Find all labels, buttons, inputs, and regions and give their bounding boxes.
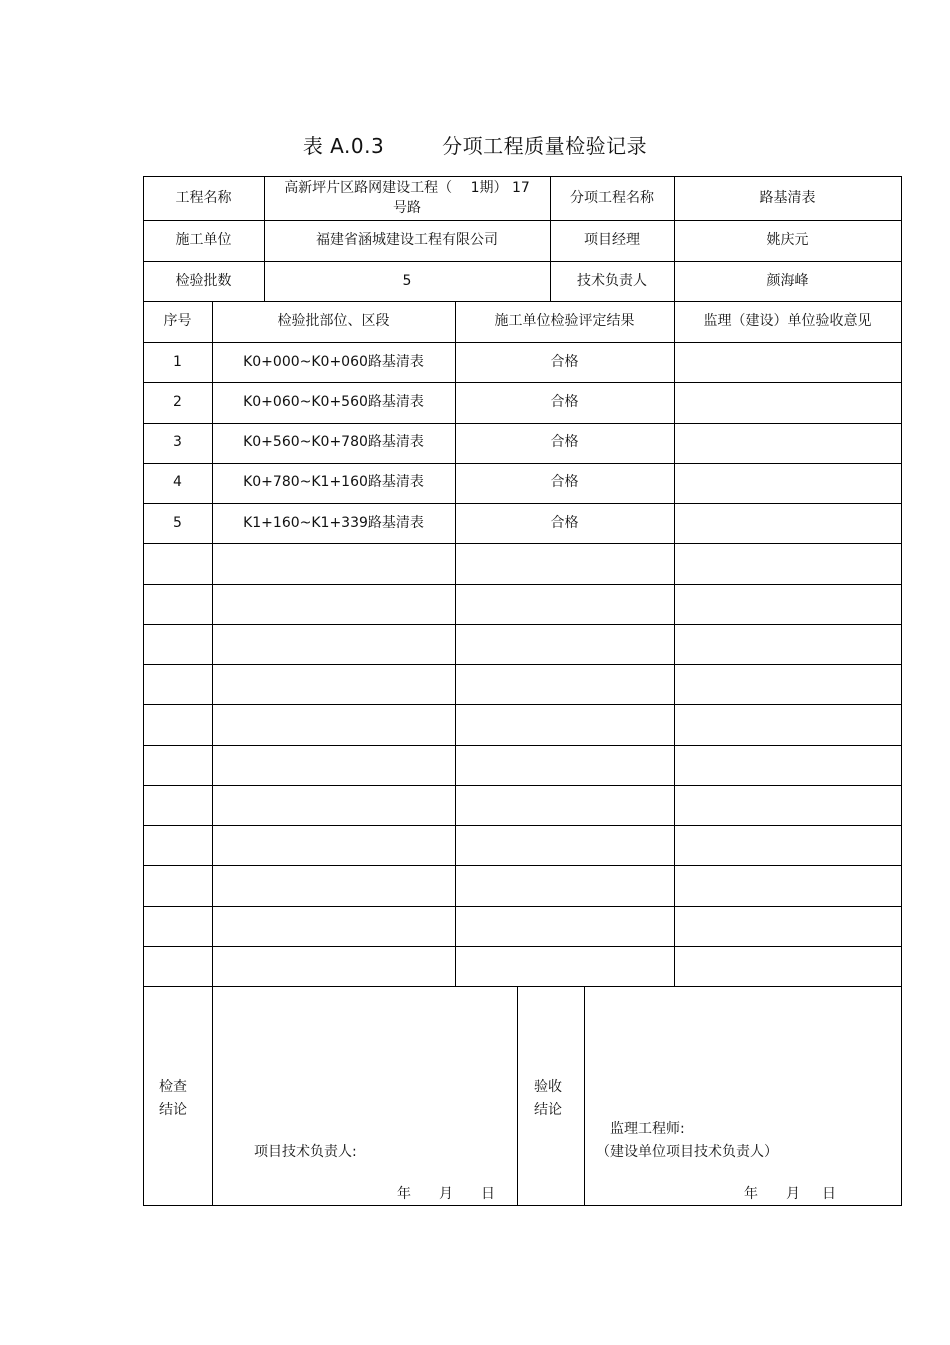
form-name: 分项工程质量检验记录 — [442, 134, 648, 158]
v-rule — [674, 301, 675, 986]
h-rule — [143, 382, 902, 383]
check-label-line1: 检查 — [159, 1079, 187, 1095]
project-manager-label: 项目经理 — [584, 232, 640, 248]
row-section — [212, 946, 455, 986]
accept-month: 月 — [786, 1186, 800, 1202]
row-result: 合格 — [550, 393, 579, 410]
row-no — [143, 664, 212, 704]
row-section — [212, 584, 455, 624]
h-rule — [143, 301, 902, 302]
v-rule — [517, 986, 518, 1205]
v-rule — [143, 176, 144, 1205]
row-opinion — [674, 342, 901, 382]
row-result: 合格 — [550, 434, 579, 451]
row-opinion — [674, 423, 901, 463]
contractor-label: 施工单位 — [175, 232, 232, 248]
row-no — [143, 785, 212, 825]
project-name-line1: 高新坪片区路网建设工程（ 1期） 17 — [284, 180, 530, 196]
h-rule — [143, 543, 902, 544]
row-section — [212, 704, 455, 744]
h-rule — [143, 664, 902, 665]
h-rule — [143, 624, 902, 625]
row-section — [212, 664, 455, 704]
row-no — [143, 865, 212, 905]
check-day: 日 — [481, 1186, 495, 1202]
row-no — [143, 906, 212, 946]
row-section: K0+000~K0+060路基清表 — [243, 353, 424, 370]
row-opinion — [674, 825, 901, 865]
accept-year: 年 — [744, 1186, 758, 1202]
row-result — [455, 946, 674, 986]
h-rule — [143, 825, 902, 826]
tech-lead-value: 颜海峰 — [766, 272, 809, 289]
row-no: 3 — [173, 434, 182, 451]
h-rule — [143, 785, 902, 786]
check-signer-label: 项目技术负责人: — [254, 1144, 357, 1160]
row-no — [143, 704, 212, 744]
row-result — [455, 906, 674, 946]
row-no — [143, 584, 212, 624]
row-result — [455, 785, 674, 825]
row-section: K1+160~K1+339路基清表 — [243, 514, 424, 531]
project-name-line2: 号路 — [393, 200, 421, 216]
v-rule — [550, 176, 551, 301]
row-section — [212, 624, 455, 664]
row-result: 合格 — [550, 474, 579, 491]
h-rule — [143, 463, 902, 464]
project-manager-value: 姚庆元 — [766, 232, 809, 248]
accept-day: 日 — [822, 1186, 836, 1202]
row-opinion — [674, 664, 901, 704]
row-opinion — [674, 584, 901, 624]
row-no — [143, 825, 212, 865]
row-no: 5 — [173, 514, 182, 531]
v-rule — [212, 301, 213, 986]
contractor-value: 福建省涵城建设工程有限公司 — [316, 232, 498, 248]
row-no — [143, 745, 212, 785]
row-no: 4 — [173, 474, 182, 491]
row-opinion — [674, 543, 901, 583]
batch-count-label: 检验批数 — [175, 272, 232, 289]
tech-lead-label: 技术负责人 — [577, 272, 647, 289]
check-conclusion-label — [159, 1076, 187, 1122]
v-rule — [584, 986, 585, 1205]
check-year: 年 — [397, 1186, 411, 1202]
supervisor-alt-label: （建设单位项目技术负责人） — [596, 1144, 778, 1160]
check-month: 月 — [439, 1186, 453, 1202]
row-result — [455, 664, 674, 704]
form-code: 表 A.0.3 — [302, 134, 385, 158]
row-opinion — [674, 865, 901, 905]
row-result — [455, 543, 674, 583]
v-rule — [455, 301, 456, 986]
row-section — [212, 825, 455, 865]
row-section — [212, 906, 455, 946]
row-result — [455, 865, 674, 905]
row-result: 合格 — [550, 353, 579, 370]
page-title — [0, 130, 950, 159]
col-header-no: 序号 — [163, 313, 192, 329]
row-section: K0+560~K0+780路基清表 — [243, 434, 424, 451]
h-rule — [143, 906, 902, 907]
h-rule — [143, 946, 902, 947]
h-rule — [143, 220, 902, 221]
row-result: 合格 — [550, 514, 579, 531]
accept-conclusion-label — [534, 1076, 562, 1122]
h-rule — [143, 704, 902, 705]
project-name-value — [264, 176, 550, 220]
row-result — [455, 745, 674, 785]
row-opinion — [674, 503, 901, 543]
row-section — [212, 865, 455, 905]
check-label-line2: 结论 — [159, 1102, 187, 1118]
row-result — [455, 584, 674, 624]
row-opinion — [674, 704, 901, 744]
row-no — [143, 543, 212, 583]
accept-label-line2: 结论 — [534, 1102, 562, 1118]
row-opinion — [674, 785, 901, 825]
row-result — [455, 704, 674, 744]
v-rule — [901, 176, 902, 1205]
h-rule — [143, 745, 902, 746]
h-rule — [143, 503, 902, 504]
row-opinion — [674, 624, 901, 664]
row-result — [455, 825, 674, 865]
h-rule — [143, 584, 902, 585]
col-header-result: 施工单位检验评定结果 — [494, 313, 635, 329]
row-opinion — [674, 745, 901, 785]
v-rule — [264, 176, 265, 301]
v-rule — [212, 986, 213, 1205]
row-result — [455, 624, 674, 664]
row-no — [143, 946, 212, 986]
row-section — [212, 745, 455, 785]
row-opinion — [674, 463, 901, 503]
h-rule — [143, 986, 902, 987]
inspection-record-table — [143, 176, 901, 1205]
row-section: K0+780~K1+160路基清表 — [243, 474, 424, 491]
subitem-name-label: 分项工程名称 — [570, 189, 654, 206]
row-section: K0+060~K0+560路基清表 — [243, 393, 424, 410]
h-rule — [143, 342, 902, 343]
accept-label-line1: 验收 — [534, 1079, 562, 1095]
row-no: 2 — [173, 393, 182, 410]
project-name-label: 工程名称 — [175, 189, 232, 206]
batch-count-value: 5 — [402, 272, 412, 289]
subitem-name-value: 路基清表 — [759, 189, 816, 206]
supervisor-label: 监理工程师: — [610, 1121, 685, 1137]
row-opinion — [674, 382, 901, 422]
v-rule — [674, 176, 675, 301]
col-header-opinion: 监理（建设）单位验收意见 — [703, 313, 872, 329]
row-no: 1 — [173, 353, 182, 370]
row-section — [212, 543, 455, 583]
h-rule — [143, 1205, 902, 1206]
h-rule — [143, 423, 902, 424]
col-header-section: 检验批部位、区段 — [277, 313, 390, 329]
h-rule — [143, 261, 902, 262]
row-section — [212, 785, 455, 825]
row-no — [143, 624, 212, 664]
h-rule — [143, 865, 902, 866]
row-opinion — [674, 906, 901, 946]
row-opinion — [674, 946, 901, 986]
h-rule — [143, 176, 902, 177]
